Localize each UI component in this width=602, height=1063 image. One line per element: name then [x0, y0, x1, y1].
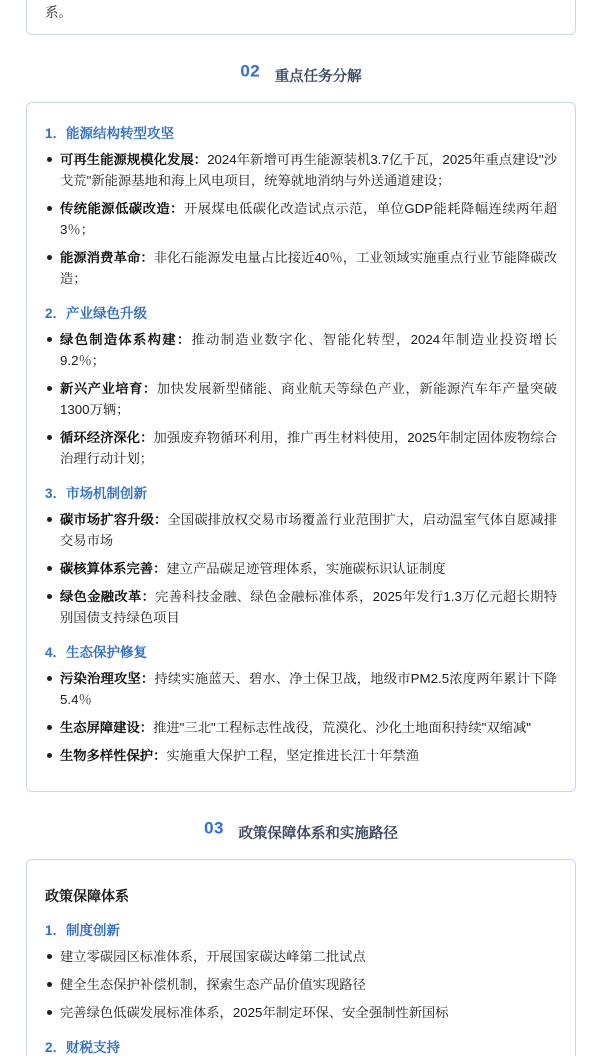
item-text: 实施重大保护工程，坚定推进长江十年禁渔	[166, 748, 420, 763]
item-label: 能源消费革命：	[60, 250, 154, 265]
item-text: 完善科技金融、绿色金融标准体系，2025年发行1.3万亿元超长期特别国债支持绿色项目	[60, 589, 557, 625]
section-number: 02	[240, 61, 261, 81]
section-number: 03	[204, 818, 224, 838]
list-item	[45, 149, 557, 191]
item-label: 传统能源低碳改造：	[60, 201, 184, 216]
item-text: 建立产品碳足迹管理体系，实施碳标识认证制度	[166, 561, 446, 576]
section-title: 政策保障体系和实施路径	[238, 826, 398, 842]
group-heading-ecology: 4．生态保护修复	[45, 645, 148, 660]
item-label: 绿色制造体系构建：	[60, 332, 192, 347]
item-text: 完善绿色低碳发展标准体系，2025年制定环保、安全强制性新国标	[60, 1005, 449, 1020]
group-list-institution	[45, 946, 557, 1023]
list-item	[45, 427, 557, 469]
item-text: 非化石能源发电量占比接近40％，工业领域实施重点行业节能降碳改造；	[60, 250, 557, 286]
group-heading-market: 3．市场机制创新	[45, 486, 148, 501]
block-title-policy: 政策保障体系	[45, 888, 129, 904]
list-item	[45, 974, 557, 995]
item-label: 绿色金融改革：	[60, 589, 156, 604]
group-heading-fiscal: 2．财税支持	[45, 1040, 121, 1055]
item-text: 开展煤电低碳化改造试点示范，单位GDP能耗降幅连续两年超3％；	[60, 201, 557, 237]
item-text: 健全生态保护补偿机制，探索生态产品价值实现路径	[60, 977, 366, 992]
continued-text: 系。	[45, 5, 72, 20]
item-text: 持续实施蓝天、碧水、净土保卫战，地级市PM2.5浓度两年累计下降5.4％	[60, 671, 558, 707]
group-list-market	[45, 509, 557, 628]
group-list-industry	[45, 329, 557, 469]
item-label: 碳市场扩容升级：	[60, 512, 168, 527]
list-item	[45, 717, 557, 738]
section-header-03	[26, 818, 576, 842]
list-item	[45, 378, 557, 420]
section-03-card	[26, 859, 576, 1056]
list-item	[45, 509, 557, 551]
item-text: 加快发展新型储能、商业航天等绿色产业，新能源汽车年产量突破1300万辆；	[60, 381, 558, 417]
group-heading-institution: 1．制度创新	[45, 923, 121, 938]
item-label: 新兴产业培育：	[60, 381, 157, 396]
item-text: 加强废弃物循环利用，推广再生材料使用，2025年制定固体废物综合治理行动计划；	[60, 430, 557, 466]
list-item	[45, 247, 557, 289]
group-heading-energy: 1．能源结构转型攻坚	[45, 126, 175, 141]
continued-content-card	[26, 0, 576, 35]
item-text: 全国碳排放权交易市场覆盖行业范围扩大，启动温室气体自愿减排交易市场	[60, 512, 558, 548]
section-header-02	[26, 61, 576, 85]
item-label: 碳核算体系完善：	[60, 561, 167, 576]
item-text: 推进"三北"工程标志性战役，荒漠化、沙化土地面积持续"双缩减"	[153, 720, 531, 735]
list-item	[45, 198, 557, 240]
group-list-energy	[45, 149, 557, 289]
list-item	[45, 745, 557, 766]
item-label: 循环经济深化：	[60, 430, 154, 445]
item-text: 建立零碳园区标准体系，开展国家碳达峰第二批试点	[60, 949, 366, 964]
list-item	[45, 946, 557, 967]
list-item	[45, 668, 557, 710]
item-label: 可再生能源规模化发展：	[60, 152, 208, 167]
list-item	[45, 329, 557, 371]
list-item	[45, 558, 557, 579]
list-item	[45, 586, 557, 628]
item-text: 2024年新增可再生能源装机3.7亿千瓦，2025年重点建设"沙戈荒"新能源基地和海上风电项目，统筹就地消纳与外送通道建设；	[60, 152, 558, 188]
item-label: 生物多样性保护：	[60, 748, 167, 763]
section-title: 重点任务分解	[274, 69, 362, 85]
list-item	[45, 1002, 557, 1023]
section-02-card	[26, 102, 576, 792]
group-heading-industry: 2．产业绿色升级	[45, 306, 148, 321]
item-label: 生态屏障建设：	[60, 720, 154, 735]
item-label: 污染治理攻坚：	[60, 671, 155, 686]
item-text: 推动制造业数字化、智能化转型，2024年制造业投资增长9.2％；	[60, 332, 557, 368]
group-list-ecology	[45, 668, 557, 766]
